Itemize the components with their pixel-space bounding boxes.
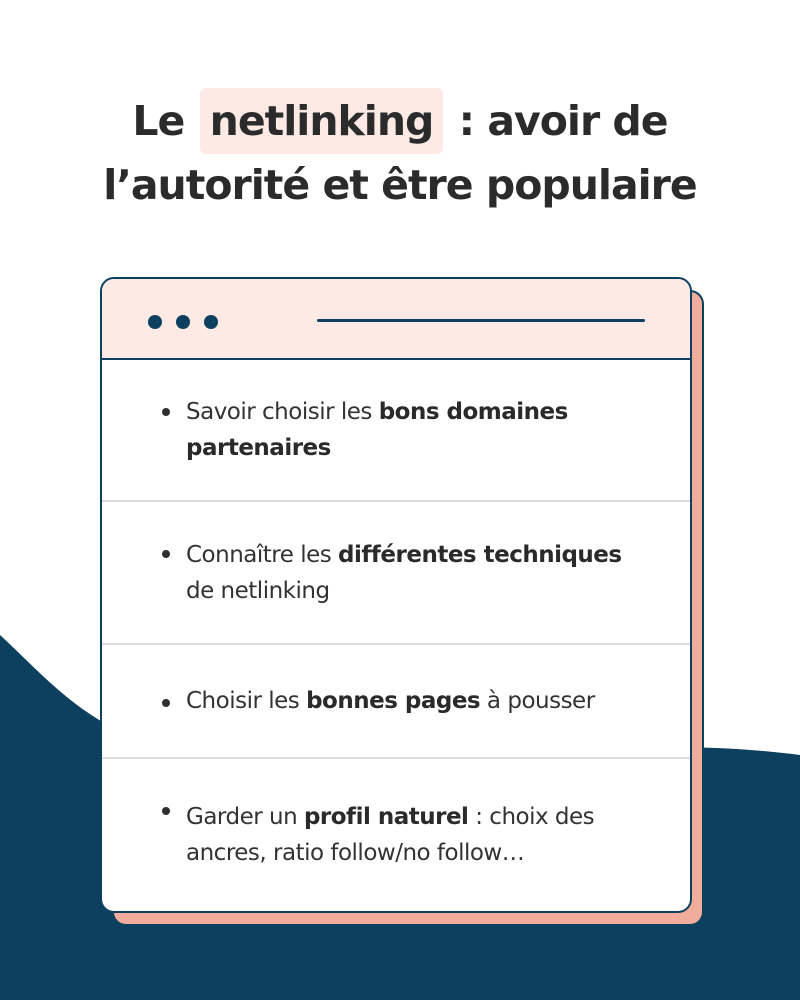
list-item xyxy=(102,759,690,910)
window-dot-icon xyxy=(176,315,190,329)
browser-card xyxy=(100,277,692,913)
list-item xyxy=(102,502,690,645)
list-item xyxy=(102,360,690,502)
list-item-text: Savoir choisir les bons domaines partenaires xyxy=(186,399,568,461)
address-bar-line xyxy=(317,319,645,322)
bullet-icon xyxy=(162,807,170,815)
list-item xyxy=(102,645,690,759)
list-item-text: Garder un profil naturel : choix des ancres, ratio follow/no follow… xyxy=(186,803,595,866)
title-line-2: l’autorité et être populaire xyxy=(103,161,697,209)
card-header xyxy=(102,279,690,360)
title-highlight: netlinking xyxy=(200,88,444,154)
window-dot-icon xyxy=(204,315,218,329)
window-dot-icon xyxy=(148,315,162,329)
title-line-1 xyxy=(0,88,800,154)
title-part-2: : avoir de xyxy=(458,97,668,145)
bullet-icon xyxy=(162,699,170,707)
list-item-text: Connaître les différentes techniques de netlinking xyxy=(186,541,622,604)
list-item-text: Choisir les bonnes pages à pousser xyxy=(186,688,595,714)
bullet-icon xyxy=(162,408,170,416)
page-title xyxy=(0,88,800,216)
title-part-1: Le xyxy=(132,97,185,145)
bullet-icon xyxy=(162,550,170,558)
